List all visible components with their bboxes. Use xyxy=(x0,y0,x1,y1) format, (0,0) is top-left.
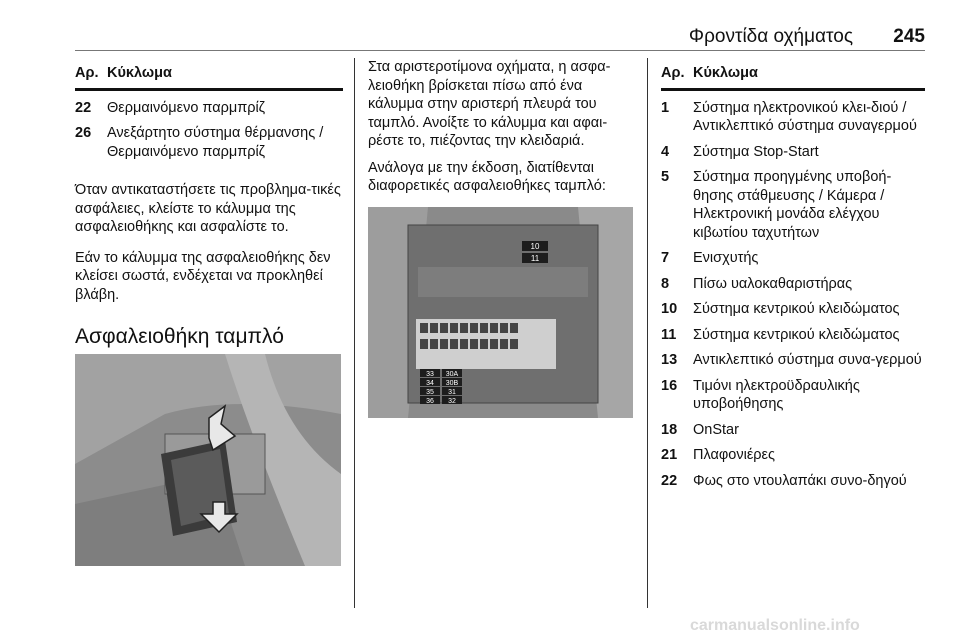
fuse-number: 8 xyxy=(661,275,670,292)
table-header-circuit: Κύκλωμα xyxy=(107,65,172,81)
table-row xyxy=(661,99,925,136)
fuse-number: 5 xyxy=(661,169,670,185)
circuit-name: Σύστημα κεντρικού κλειδώματος xyxy=(693,301,900,317)
fuse-table-header xyxy=(75,64,343,91)
fuse-label-30a: 30A xyxy=(445,371,459,378)
table-row xyxy=(661,446,925,465)
section-title: Φροντίδα οχήματος xyxy=(688,26,853,47)
table-row xyxy=(661,472,925,491)
fuse-label-10: 10 xyxy=(530,242,540,251)
left-column xyxy=(75,58,343,350)
table-row xyxy=(661,168,925,242)
fuse-label-34: 34 xyxy=(426,380,434,387)
fuse-label-32: 32 xyxy=(448,398,456,405)
table-row xyxy=(661,275,925,294)
fuse-number: 22 xyxy=(75,99,92,116)
header-divider xyxy=(75,50,925,51)
table-row xyxy=(661,249,925,268)
table-row xyxy=(661,326,925,345)
circuit-name: Ανεξάρτητο σύστημα θέρμανσης / Θερμαινόμενο παρμπρίζ xyxy=(107,125,324,160)
circuit-name: Σύστημα προηγμένης υποβοή-θησης στάθμευσης / Κάμερα / Ηλεκτρονική μονάδα ελέγχου κιβωτίου ταχυτήτων xyxy=(693,169,892,241)
section-heading: Ασφαλειοθήκη ταμπλό xyxy=(75,325,284,348)
circuit-name: Αντικλεπτικό σύστημα συνα-γερμού xyxy=(693,352,922,368)
table-row xyxy=(75,124,343,161)
fuse-number: 21 xyxy=(661,447,678,463)
circuit-name: OnStar xyxy=(693,421,739,438)
fuse-number: 16 xyxy=(661,377,678,394)
dashboard-cover-drawing xyxy=(75,354,341,566)
middle-column xyxy=(368,58,636,196)
circuit-name: Σύστημα ηλεκτρονικού κλει-διού / Αντικλεπτικό σύστημα συναγερμού xyxy=(693,99,917,134)
circuit-name: Φως στο ντουλαπάκι συνο-δηγού xyxy=(693,472,907,489)
circuit-name: Πλαφονιέρες xyxy=(693,447,775,463)
fuse-number: 4 xyxy=(661,143,670,160)
watermark: carmanualsonline.info xyxy=(690,617,860,634)
column-divider xyxy=(647,58,648,608)
fuse-label-36: 36 xyxy=(426,398,434,405)
location-paragraph: Στα αριστεροτίμονα οχήματα, η ασφα-λειοθήκη βρίσκεται πίσω από ένα κάλυμμα στην αριστερή πλευρά του ταμπλό. Ανοίξτε το κάλυμμα και αφαι-ρέστε το, πιέζοντας την κλειδαριά. xyxy=(368,59,611,149)
page-number: 245 xyxy=(893,26,925,47)
fuse-number: 7 xyxy=(661,250,670,266)
fuse-box-illustration xyxy=(368,207,633,418)
fuse-table-header xyxy=(661,64,925,91)
table-row xyxy=(661,421,925,440)
fuse-number: 18 xyxy=(661,421,678,438)
table-row xyxy=(661,143,925,162)
variants-paragraph: Ανάλογα με την έκδοση, διατίθενται διαφορετικές ασφαλειοθήκες ταμπλό: xyxy=(368,159,606,194)
fuse-number: 1 xyxy=(661,99,670,116)
circuit-name: Θερμαινόμενο παρμπρίζ xyxy=(107,99,266,116)
column-divider xyxy=(354,58,355,608)
fuse-label-35: 35 xyxy=(426,389,434,396)
fuse-label-33: 33 xyxy=(426,371,434,378)
page-header xyxy=(75,26,925,50)
fuse-label-30b: 30B xyxy=(445,380,459,387)
right-column xyxy=(661,58,925,490)
fuse-label-11: 11 xyxy=(530,254,540,263)
table-row xyxy=(75,99,343,118)
fuse-number: 10 xyxy=(661,301,678,317)
table-row xyxy=(661,300,925,319)
warning-paragraph: Εάν το κάλυμμα της ασφαλειοθήκης δεν κλείσει σωστά, ενδέχεται να προκληθεί βλάβη. xyxy=(75,249,331,303)
table-header-number: Αρ. xyxy=(661,65,685,81)
replacement-paragraph: Όταν αντικαταστήσετε τις προβλημα-τικές ασφάλειες, κλείστε το κάλυμμα της ασφαλειοθήκης και ασφαλίστε το. xyxy=(75,182,341,235)
fuse-number: 11 xyxy=(661,326,677,343)
fuse-label-31: 31 xyxy=(448,389,456,396)
table-row xyxy=(661,377,925,414)
circuit-name: Σύστημα Stop-Start xyxy=(693,143,819,160)
fuse-cover-illustration xyxy=(75,354,341,566)
fuse-box-drawing xyxy=(368,207,633,418)
table-header-number: Αρ. xyxy=(75,65,99,81)
circuit-name: Πίσω υαλοκαθαριστήρας xyxy=(693,275,853,292)
fuse-number: 26 xyxy=(75,125,92,141)
circuit-name: Ενισχυτής xyxy=(693,250,759,266)
fuse-number: 13 xyxy=(661,352,678,368)
table-header-circuit: Κύκλωμα xyxy=(693,65,758,81)
circuit-name: Τιμόνι ηλεκτροϋδραυλικής υποβοήθησης xyxy=(693,377,860,412)
fuse-number: 22 xyxy=(661,472,678,489)
circuit-name: Σύστημα κεντρικού κλειδώματος xyxy=(693,326,900,343)
table-row xyxy=(661,351,925,370)
